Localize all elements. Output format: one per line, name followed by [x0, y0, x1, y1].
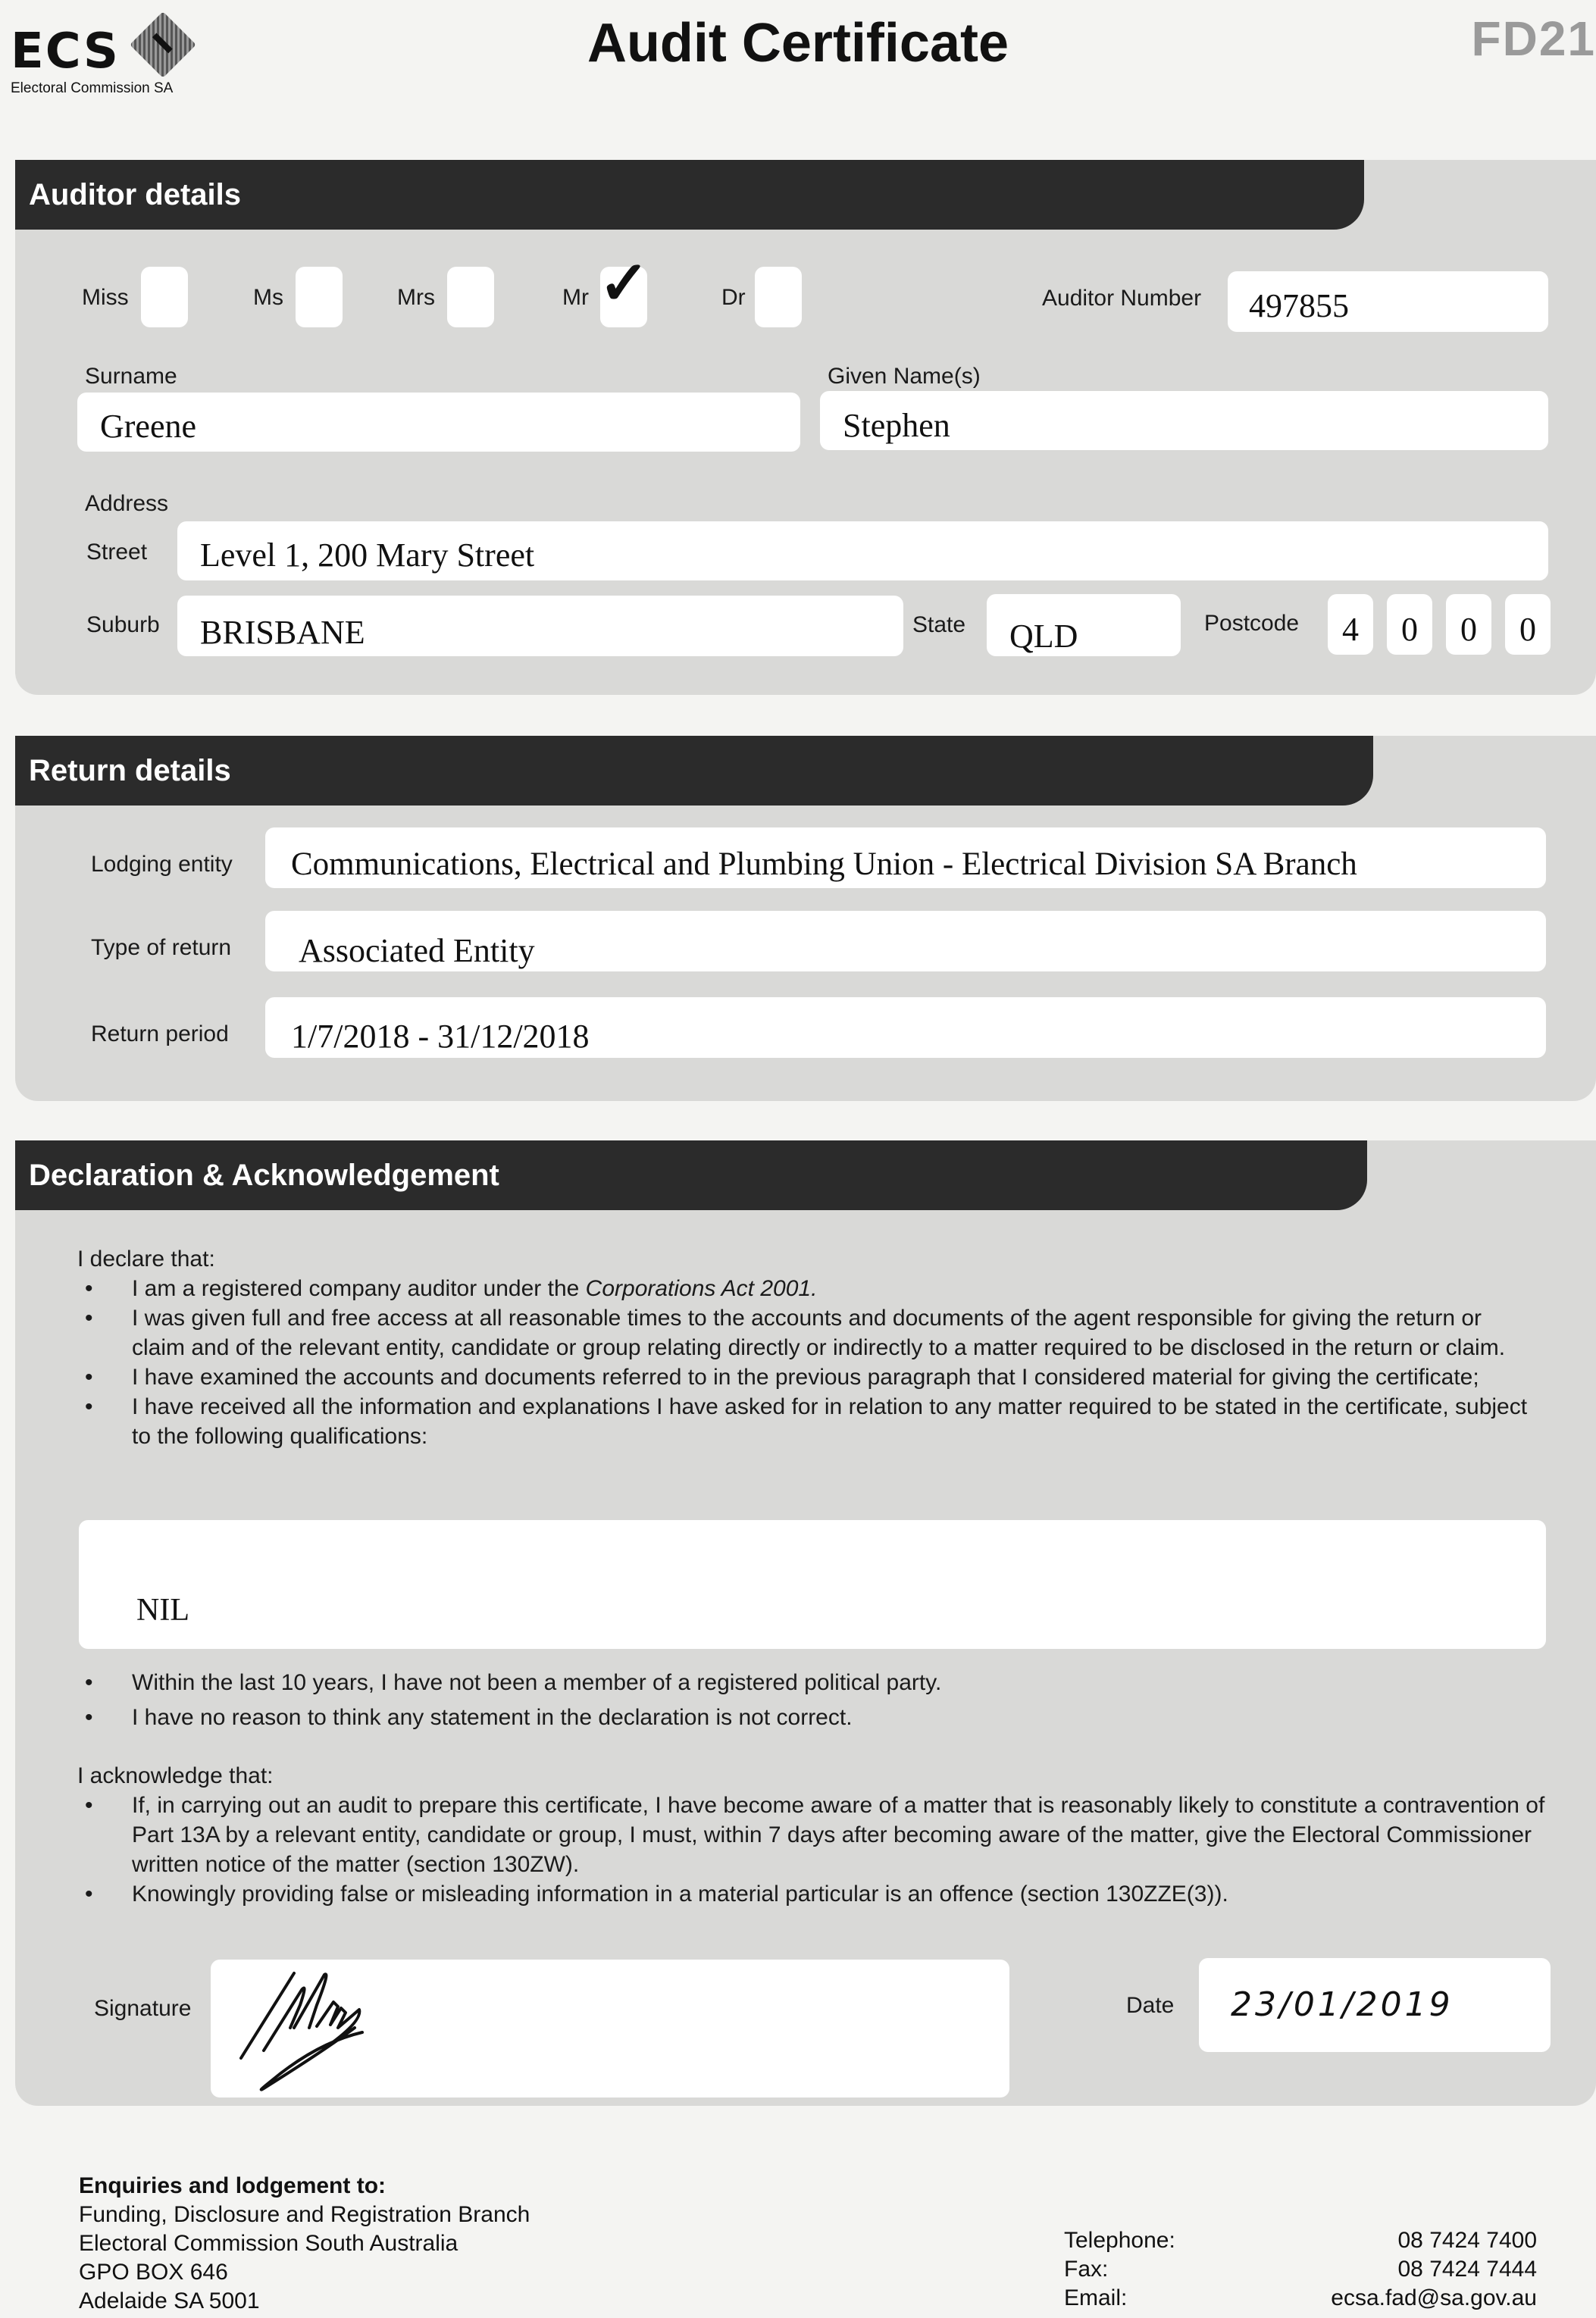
- footer-address: [79, 2172, 530, 2316]
- acknowledge-list: [77, 1791, 1547, 1909]
- declare-item-text: I was given full and free access at all reasonable times to the accounts and documents of the agent responsible for giving the return or claim and of the relevant entity, candidate or group relating directly or indirectly to a matter required to be disclosed in the return or claim.: [132, 1306, 1506, 1360]
- state-label: State: [912, 612, 966, 637]
- title-checkbox-dr[interactable]: [755, 267, 802, 327]
- footer-contacts: [1064, 2226, 1537, 2313]
- title-label-dr: Dr: [721, 285, 746, 310]
- type-of-return-field[interactable]: Associated Entity: [265, 911, 1546, 971]
- logo-text: ECS: [11, 23, 120, 80]
- postcode-digit-2[interactable]: 0: [1387, 594, 1432, 655]
- signature-drawing-icon: [211, 1960, 453, 2097]
- contact-label: Email:: [1064, 2285, 1128, 2310]
- acknowledge-heading: I acknowledge that:: [77, 1763, 274, 1788]
- signature-field[interactable]: [211, 1960, 1009, 2097]
- logo-subtitle: Electoral Commission SA: [11, 80, 174, 96]
- street-label: Street: [86, 540, 148, 565]
- address-label: Address: [85, 491, 169, 516]
- contact-value: 08 7424 7400: [1397, 2228, 1537, 2253]
- contact-label: Fax:: [1064, 2257, 1109, 2282]
- declare-item: • Within the last 10 years, I have not been a member of a registered political party.: [77, 1666, 1540, 1700]
- auditor-number-field[interactable]: 497855: [1228, 271, 1548, 332]
- act-name: Corporations Act 2001.: [585, 1276, 818, 1301]
- return-period-field[interactable]: 1/7/2018 - 31/12/2018: [265, 997, 1546, 1058]
- postcode-digit-4[interactable]: 0: [1505, 594, 1551, 655]
- auditor-details-header: Auditor details: [15, 160, 1364, 230]
- postcode-digit-1[interactable]: 4: [1328, 594, 1373, 655]
- declare-item-text: I am a registered company auditor under the: [132, 1276, 586, 1301]
- title-label-mrs: Mrs: [397, 285, 435, 310]
- declare-item-text: I have received all the information and explanations I have asked for in relation to any matter required to be stated in the certificate, subject to the following qualifications:: [132, 1394, 1528, 1449]
- declare-block: [77, 1244, 1540, 1451]
- title-checkbox-ms[interactable]: [296, 267, 343, 327]
- declare-item-text: I have examined the accounts and documents referred to in the previous paragraph that I considered material for giving the certificate;: [132, 1365, 1479, 1390]
- contact-label: Telephone:: [1064, 2228, 1175, 2253]
- surname-field[interactable]: Greene: [77, 393, 800, 452]
- declare-item: [77, 1392, 1540, 1451]
- declare-item: [77, 1303, 1540, 1362]
- title-label-ms: Ms: [253, 285, 283, 310]
- contact-value[interactable]: ecsa.fad@sa.gov.au: [1331, 2285, 1537, 2310]
- surname-label: Surname: [85, 364, 177, 389]
- footer-address-line: Funding, Disclosure and Registration Branch: [79, 2202, 530, 2227]
- return-details-header: Return details: [15, 736, 1373, 806]
- date-field[interactable]: 23/01/2019: [1199, 1958, 1551, 2052]
- postcode-digit-3[interactable]: 0: [1446, 594, 1491, 655]
- date-label: Date: [1126, 1993, 1175, 2018]
- acknowledge-item: • If, in carrying out an audit to prepare this certificate, I have become aware of a matter that is reasonably likely to constitute a contravention of Part 13A by a relevant entity, candidate or group, I must, within 7 days after becoming aware of the matter, give the Electoral Commissioner written notice of the matter (section 130ZW).: [77, 1791, 1547, 1879]
- return-period-label: Return period: [91, 1021, 229, 1046]
- given-names-field[interactable]: Stephen: [820, 391, 1548, 450]
- page-title: Audit Certificate: [587, 13, 1009, 74]
- lodging-entity-field[interactable]: Communications, Electrical and Plumbing Union - Electrical Division SA Branch: [265, 827, 1546, 888]
- declare-item: [77, 1274, 1540, 1303]
- title-label-mr: Mr: [562, 285, 589, 310]
- type-of-return-label: Type of return: [91, 935, 232, 960]
- checkmark-icon: ✓: [599, 249, 650, 317]
- title-checkbox-mrs[interactable]: [447, 267, 494, 327]
- footer-address-line: Adelaide SA 5001: [79, 2288, 260, 2313]
- acknowledge-block: [77, 1761, 1547, 1909]
- declaration-header: Declaration & Acknowledgement: [15, 1140, 1367, 1210]
- acknowledge-item: • Knowingly providing false or misleading information in a material particular is an offence (section 130ZZE(3)).: [77, 1879, 1547, 1909]
- title-checkbox-miss[interactable]: [141, 267, 188, 327]
- declare-item: [77, 1362, 1540, 1392]
- footer-contact-row: [1064, 2284, 1537, 2313]
- title-checkbox-mr[interactable]: [599, 249, 650, 327]
- suburb-label: Suburb: [86, 612, 160, 637]
- auditor-number-label: Auditor Number: [1042, 286, 1202, 311]
- suburb-field[interactable]: BRISBANE: [177, 596, 903, 656]
- declare-item: • I have no reason to think any statement in the declaration is not correct.: [77, 1700, 1540, 1735]
- title-label-miss: Miss: [82, 285, 129, 310]
- postcode-label: Postcode: [1204, 611, 1300, 636]
- declare-list: [77, 1274, 1540, 1451]
- footer-heading: Enquiries and lodgement to:: [79, 2173, 386, 2198]
- qualifications-field[interactable]: NIL: [79, 1520, 1546, 1649]
- footer-address-line: Electoral Commission South Australia: [79, 2231, 458, 2256]
- contact-value: 08 7424 7444: [1397, 2257, 1537, 2282]
- declare-heading: I declare that:: [77, 1247, 215, 1272]
- footer-contact-row: [1064, 2226, 1537, 2255]
- state-field[interactable]: QLD: [987, 594, 1181, 656]
- form-code: FD21: [1471, 11, 1596, 66]
- declare-after-list: [77, 1666, 1540, 1735]
- footer-address-line: GPO BOX 646: [79, 2260, 228, 2285]
- lodging-entity-label: Lodging entity: [91, 852, 233, 877]
- signature-label: Signature: [94, 1996, 192, 2021]
- given-names-label: Given Name(s): [828, 364, 981, 389]
- declare-after-block: [77, 1666, 1540, 1735]
- footer-contact-row: [1064, 2255, 1537, 2284]
- street-field[interactable]: Level 1, 200 Mary Street: [177, 521, 1548, 580]
